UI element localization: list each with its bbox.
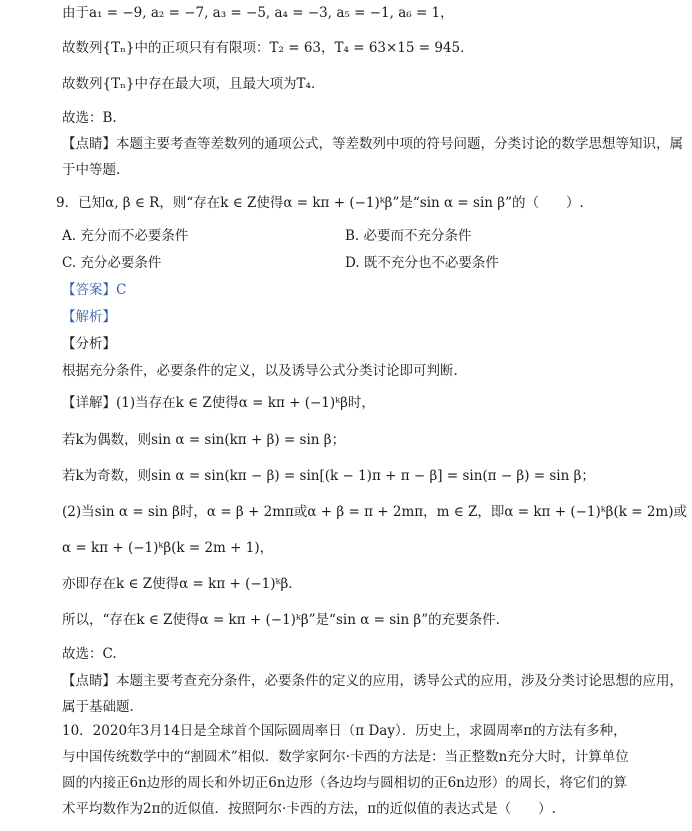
detail-line-1: 【详解】(1)当存在k ∈ Z使得α = kπ + (−1)ᵏβ时， xyxy=(62,395,375,411)
remark2-line-1: 【点睛】本题主要考查充分条件，必要条件的定义的应用，诱导公式的应用，涉及分类讨论思想的应用， xyxy=(62,673,683,689)
option-b: B. 必要而不充分条件 xyxy=(345,228,472,244)
question-10: 10．2020年3月14日是全球首个国际圆周率日（π Day）．历史上，求圆周率π的方法有多种，与中国传统数学中的“割圆术”相似．数学家阿尔·卡西的方法是：当正整数n充分大时，计算单位圆的内接正6n边形的周长和外切正6n边形（各边均与圆相切的正6n边形）的周长，将它们的算术平均数作为2π的近似值．按照阿尔·卡西的方法，π的近似值的表达式是（ ）. xyxy=(62,723,629,817)
detail-line-3: 若k为奇数，则sin α = sin(kπ − β) = sin[(k − 1)π + π − β] = sin(π − β) = sin β； xyxy=(62,468,595,484)
detail-line-6: 亦即存在k ∈ Z使得α = kπ + (−1)ᵏβ． xyxy=(62,576,302,592)
fenxi-text: 根据充分条件，必要条件的定义，以及诱导公式分类讨论即可判断. xyxy=(62,363,458,379)
remark-line-1: 【点睛】本题主要考查等差数列的通项公式，等差数列中项的符号问题，分类讨论的数学思想等知识，属 xyxy=(62,136,683,152)
detail-line-2: 若k为偶数，则sin α = sin(kπ + β) = sin β； xyxy=(62,432,346,448)
analysis-label: 【解析】 xyxy=(62,309,116,325)
text-line-4: 故选：B. xyxy=(62,110,117,126)
question-9: 9．已知α, β ∈ R，则“存在k ∈ Z使得α = kπ + (−1)ᵏβ”是“sin α = sin β”的（ ）. xyxy=(56,195,584,211)
detail-line-4: (2)当sin α = sin β时，α = β + 2mπ或α + β = π + 2mπ，m ∈ Z，即α = kπ + (−1)ᵏβ(k = 2m)或 xyxy=(62,504,687,520)
text-line-1: 由于a₁ = −9, a₂ = −7, a₃ = −5, a₄ = −3, a₅ = −1, a₆ = 1， xyxy=(62,5,454,21)
detail-line-5: α = kπ + (−1)ᵏβ(k = 2m + 1)， xyxy=(62,540,274,556)
option-a: A. 充分而不必要条件 xyxy=(62,228,189,244)
fenxi-label: 【分析】 xyxy=(62,336,116,352)
text-line-2: 故数列{Tₙ}中的正项只有有限项：T₂ = 63，T₄ = 63×15 = 945． xyxy=(62,40,474,56)
text-line-3: 故数列{Tₙ}中存在最大项，且最大项为T₄． xyxy=(62,76,325,92)
remark2-line-2: 属于基础题. xyxy=(62,699,134,715)
answer-label: 【答案】C xyxy=(62,282,127,298)
detail-line-8: 故选：C. xyxy=(62,646,117,662)
remark-line-2: 于中等题. xyxy=(62,162,121,178)
option-d: D. 既不充分也不必要条件 xyxy=(345,255,499,271)
detail-line-7: 所以，“存在k ∈ Z使得α = kπ + (−1)ᵏβ”是“sin α = sin β”的充要条件. xyxy=(62,612,500,628)
option-c: C. 充分必要条件 xyxy=(62,255,162,271)
